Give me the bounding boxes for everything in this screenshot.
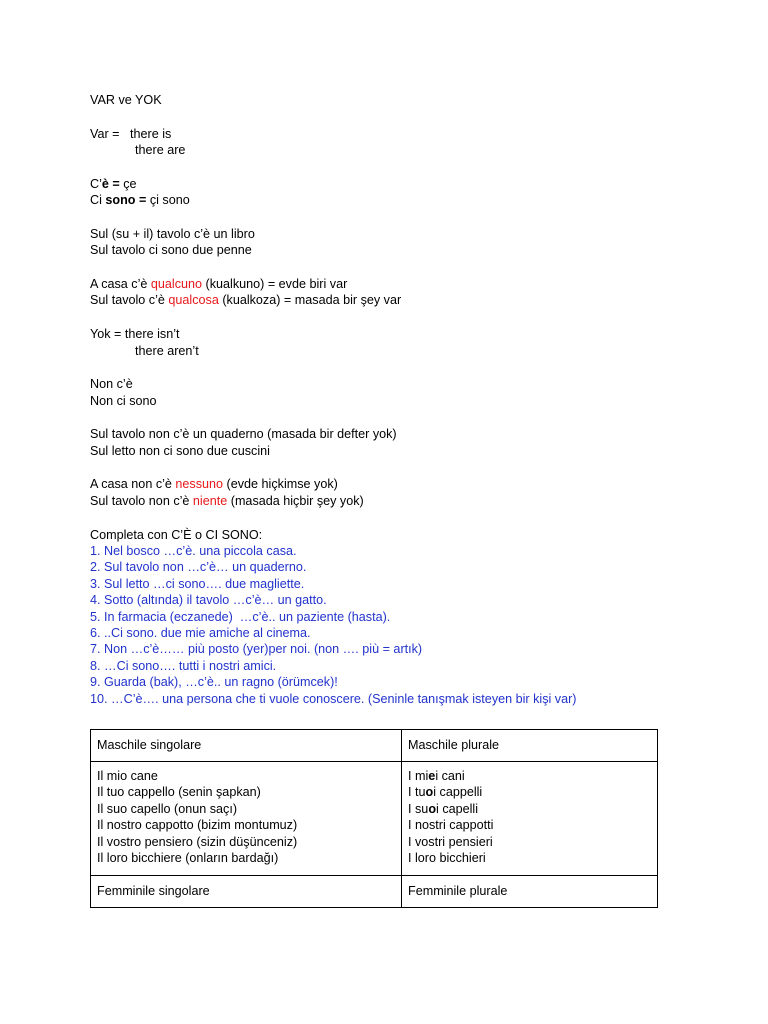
table-cell-masc-singular: [91, 762, 402, 876]
table-cell-line: Il mio cane: [97, 769, 158, 783]
text-segment: I su: [408, 801, 429, 816]
var-definition: [90, 126, 670, 142]
yok-there-arent: there aren’t: [135, 343, 199, 358]
var-there-are: there are: [135, 143, 186, 158]
highlight-word: niente: [192, 493, 228, 508]
ci-prefix: Ci: [90, 193, 106, 208]
ce-prefix: C’: [90, 176, 102, 191]
table-cell-line: I vostri pensieri: [408, 834, 493, 849]
text-segment: i cani: [435, 769, 465, 783]
document-body: [90, 92, 670, 707]
table-cell-line: Il nostro cappotto (bizim montumuz): [97, 818, 298, 833]
table-cell-line: Il suo capello (onun saçı): [97, 801, 238, 816]
exercise-heading: Completa con C’È o CI SONO:: [90, 527, 263, 542]
possessive-table: [90, 729, 658, 908]
table-cell-line: [408, 801, 651, 817]
text-segment: i cappelli: [433, 785, 483, 800]
table-header-cell: Maschile singolare: [91, 730, 402, 762]
exercise-item: 5. In farmacia (eczanede) …c’è.. un paziente (hasta).: [90, 609, 391, 624]
example-qualcuno: [90, 276, 670, 292]
exercise-item: 8. …Ci sono…. tutti i nostri amici.: [90, 658, 277, 673]
negative-form: Non c’è: [90, 377, 133, 392]
ce-definition: [90, 176, 670, 192]
table-cell-line: I nostri cappotti: [408, 818, 494, 833]
exercise-item: 6. ..Ci sono. due mie amiche al cinema.: [90, 626, 311, 641]
text-segment: Sul tavolo non c’è: [90, 493, 193, 508]
text-segment: I mi: [408, 769, 429, 783]
highlight-word: nessuno: [175, 477, 224, 492]
text-segment: (evde hiçkimse yok): [223, 477, 338, 492]
bold-letter: e: [428, 769, 436, 783]
table-cell-line: Il vostro pensiero (sizin düşünceniz): [97, 834, 298, 849]
text-segment: (masada hiçbir şey yok): [227, 493, 364, 508]
table-cell-line: Il loro bicchiere (onların bardağı): [97, 851, 279, 866]
table-cell-masc-plural: [402, 762, 658, 876]
table-row: [91, 762, 658, 876]
ce-bold: è =: [101, 176, 120, 191]
table-cell-line: I loro bicchieri: [408, 851, 486, 866]
exercise-item: 2. Sul tavolo non …c’è… un quaderno.: [90, 560, 307, 575]
highlight-word: qualcosa: [168, 293, 219, 308]
text-segment: Sul tavolo c’è: [90, 293, 169, 308]
exercise-item: 1. Nel bosco …c’è. una piccola casa.: [90, 543, 297, 558]
table-cell-line: [408, 784, 651, 800]
table-header-cell: Maschile plurale: [402, 730, 658, 762]
bold-letter: o: [425, 785, 434, 800]
exercise-item: 9. Guarda (bak), …c’è.. un ragno (örümcek)!: [90, 675, 338, 690]
exercise-item: 4. Sotto (altında) il tavolo …c’è… un gatto.: [90, 593, 327, 608]
example-line: Sul letto non ci sono due cuscini: [90, 443, 270, 458]
ci-rest: çi sono: [146, 193, 190, 208]
var-label: Var =: [90, 126, 120, 141]
table-cell-line: Il tuo cappello (senin şapkan): [97, 785, 261, 800]
table-cell-line: [408, 768, 651, 784]
text-segment: (kualkuno) = evde biri var: [202, 277, 348, 292]
ci-bold: sono =: [105, 193, 147, 208]
example-line: Sul tavolo non c’è un quaderno (masada bir defter yok): [90, 427, 397, 442]
example-qualcosa: [90, 292, 670, 308]
example-line: Sul (su + il) tavolo c’è un libro: [90, 226, 255, 241]
text-segment: A casa c’è: [90, 277, 151, 292]
table-row: [91, 730, 658, 762]
table-header-cell: Femminile plurale: [402, 876, 658, 908]
yok-definition: Yok = there isn’t: [90, 327, 180, 342]
exercise-item: 10. …C’è…. una persona che ti vuole conoscere. (Seninle tanışmak isteyen bir kişi var): [90, 691, 577, 706]
text-segment: (kualkoza) = masada bir şey var: [218, 293, 402, 308]
bold-letter: o: [428, 801, 437, 816]
page-title: VAR ve YOK: [90, 93, 162, 107]
example-niente: [90, 493, 670, 509]
exercise-item: 7. Non …c’è…… più posto (yer)per noi. (non …. più = artık): [90, 642, 423, 657]
table-header-cell: Femminile singolare: [91, 876, 402, 908]
example-line: Sul tavolo ci sono due penne: [90, 243, 252, 258]
ci-sono-definition: [90, 192, 670, 208]
text-segment: I tu: [408, 785, 426, 800]
ce-rest: çe: [119, 176, 137, 191]
negative-form: Non ci sono: [90, 393, 157, 408]
text-segment: A casa non c’è: [90, 477, 176, 492]
highlight-word: qualcuno: [150, 277, 203, 292]
text-segment: i capelli: [436, 801, 479, 816]
example-nessuno: [90, 476, 670, 492]
var-there-is: there is: [130, 126, 172, 141]
table-row: [91, 876, 658, 908]
exercise-item: 3. Sul letto …ci sono…. due magliette.: [90, 576, 305, 591]
